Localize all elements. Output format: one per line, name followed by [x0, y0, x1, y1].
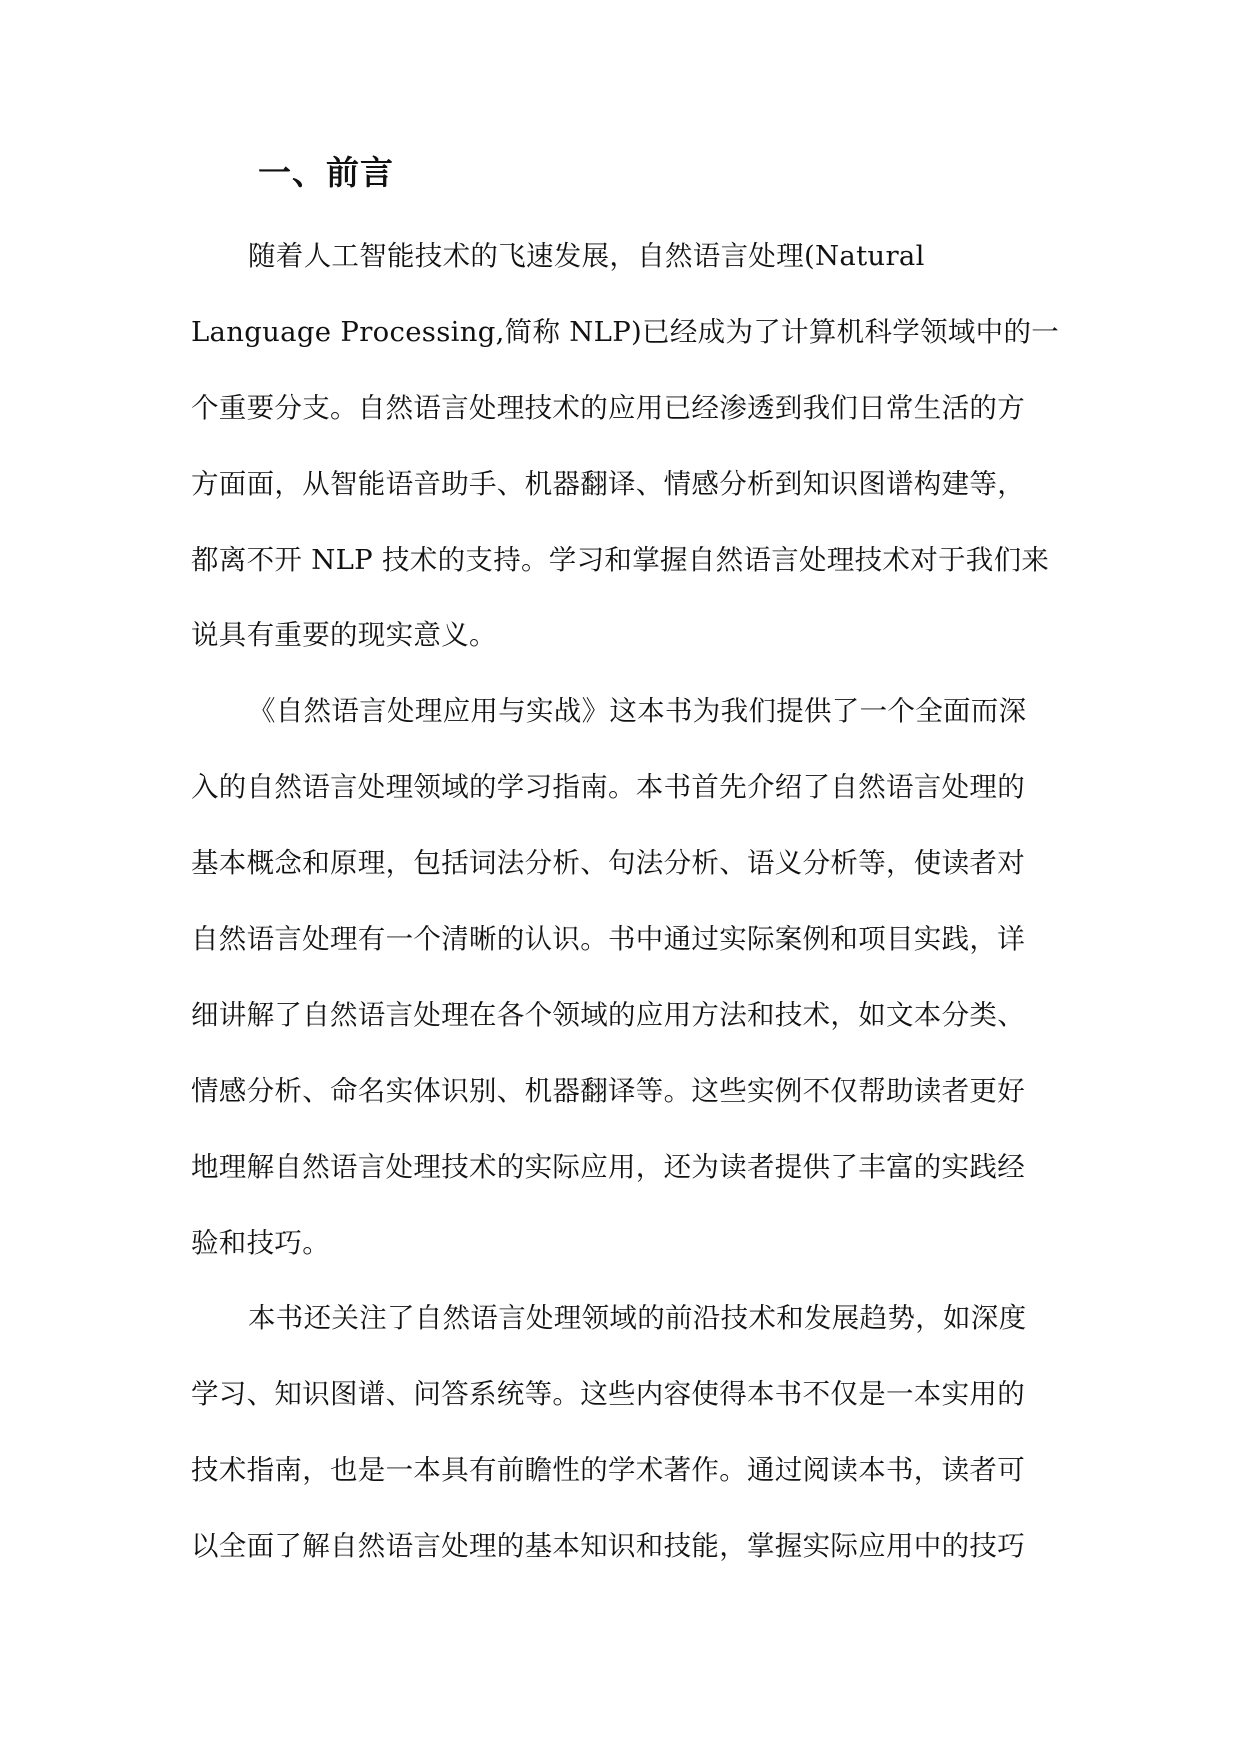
paragraph-3-line-1: 本书还关注了自然语言处理领域的前沿技术和发展趋势，如深度 [248, 1302, 1027, 1335]
paragraph-2-line-7: 地理解自然语言处理技术的实际应用，还为读者提供了丰富的实践经 [191, 1150, 1025, 1183]
paragraph-2-line-6: 情感分析、命名实体识别、机器翻译等。这些实例不仅帮助读者更好 [191, 1074, 1025, 1107]
paragraph-1-line-4: 方面面，从智能语音助手、机器翻译、情感分析到知识图谱构建等， [191, 467, 1025, 500]
paragraph-2-line-5: 细讲解了自然语言处理在各个领域的应用方法和技术，如文本分类、 [191, 998, 1025, 1031]
body-text [191, 232, 1071, 1598]
paragraph-2-line-1: 《自然语言处理应用与实战》这本书为我们提供了一个全面而深 [248, 695, 1027, 728]
section-heading: 一、前言 [258, 153, 394, 192]
paragraph-2-line-2: 入的自然语言处理领域的学习指南。本书首先介绍了自然语言处理的 [191, 771, 1025, 804]
paragraph-3-line-4: 以全面了解自然语言处理的基本知识和技能，掌握实际应用中的技巧 [191, 1530, 1025, 1563]
paragraph-3-line-3: 技术指南，也是一本具有前瞻性的学术著作。通过阅读本书，读者可 [191, 1454, 1025, 1487]
paragraph-1-line-3: 个重要分支。自然语言处理技术的应用已经渗透到我们日常生活的方 [191, 391, 1025, 424]
paragraph-1-line-5: 都离不开 NLP 技术的支持。学习和掌握自然语言处理技术对于我们来 [191, 543, 1050, 576]
paragraph-1-line-1: 随着人工智能技术的飞速发展，自然语言处理(Natural [248, 240, 925, 272]
paragraph-3-line-2: 学习、知识图谱、问答系统等。这些内容使得本书不仅是一本实用的 [191, 1378, 1025, 1411]
paragraph-2-line-8: 验和技巧。 [191, 1226, 330, 1259]
paragraph-1-line-6: 说具有重要的现实意义。 [191, 619, 497, 652]
paragraph-1-line-2: Language Processing,简称 NLP)已经成为了计算机科学领域中的一 [191, 315, 1060, 348]
paragraph-2-line-4: 自然语言处理有一个清晰的认识。书中通过实际案例和项目实践，详 [191, 923, 1025, 956]
paragraph-2-line-3: 基本概念和原理，包括词法分析、句法分析、语义分析等，使读者对 [191, 847, 1025, 880]
